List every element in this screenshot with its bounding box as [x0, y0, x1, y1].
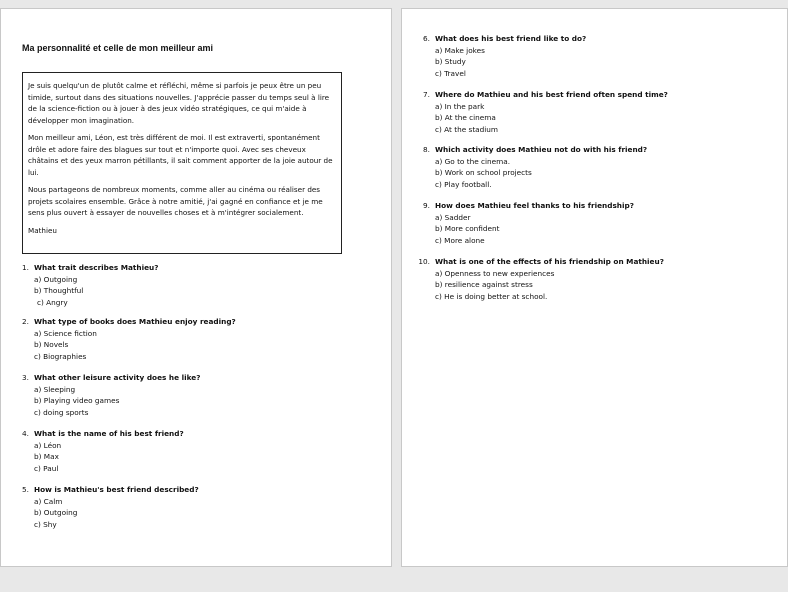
letter-signature: Mathieu	[28, 225, 57, 235]
question-8	[418, 144, 647, 190]
answer-option: b) More confident	[435, 224, 500, 233]
page-left	[0, 8, 392, 567]
answer-option: a) Make jokes	[435, 45, 485, 55]
answer-option: a) Go to the cinema.	[435, 156, 511, 166]
answer-option: b) Novels	[34, 340, 69, 349]
question-text: What other leisure activity does he like?	[34, 373, 201, 382]
answer-option: b) Work on school projects	[435, 168, 532, 177]
question-text: Where do Mathieu and his best friend often spend time?	[435, 90, 668, 99]
answer-option: a) Sadder	[435, 212, 471, 222]
question-4	[17, 428, 184, 474]
question-number: 1.	[22, 263, 29, 272]
answer-option: c) doing sports	[34, 407, 89, 417]
answer-option: c) He is doing better at school.	[435, 291, 548, 301]
answer-option: b) Outgoing	[34, 508, 78, 517]
answer-option: a) Sleeping	[34, 384, 76, 394]
question-text: What is one of the effects of his friendship on Mathieu?	[435, 257, 664, 266]
question-text: How is Mathieu's best friend described?	[34, 485, 199, 494]
question-text: What trait describes Mathieu?	[34, 263, 159, 272]
letter-paragraph: Nous partageons de nombreux moments, comme aller au cinéma ou réaliser des projets scolaires ensemble. Grâce à notre amitié, j'ai gagné en confiance et je me sens plus ouvert à essayer de nouvelles choses et à m'intégrer socialement.	[28, 185, 323, 217]
question-number: 10.	[418, 257, 430, 266]
answer-option: c) Play football.	[435, 179, 492, 189]
answer-option: c) At the stadium	[435, 124, 499, 134]
question-text: What is the name of his best friend?	[34, 429, 184, 438]
letter-paragraph: Mon meilleur ami, Léon, est très différent de moi. Il est extraverti, spontanément drôle et adore faire des blagues sur tout et n'importe quoi. Avec ses cheveux châtains et des yeux marron pétillants, il sait comment apporter de la joie autour de lui.	[28, 133, 333, 177]
question-number: 9.	[423, 201, 430, 210]
answer-option: a) Outgoing	[34, 274, 78, 284]
answer-option: c) Travel	[435, 68, 466, 78]
answer-option: a) In the park	[435, 101, 485, 111]
answer-option: a) Openness to new experiences	[435, 268, 555, 278]
question-text: How does Mathieu feel thanks to his friendship?	[435, 201, 634, 210]
answer-option: b) Max	[34, 452, 59, 461]
question-7	[418, 89, 668, 135]
answer-option: c) Angry	[37, 297, 68, 307]
question-3	[17, 372, 200, 418]
question-2	[17, 316, 236, 362]
answer-option: a) Calm	[34, 496, 63, 506]
answer-option: b) Thoughtful	[34, 286, 84, 295]
question-9	[418, 200, 634, 246]
question-number: 6.	[423, 34, 430, 43]
answer-option: b) At the cinema	[435, 113, 496, 122]
question-10	[418, 256, 664, 302]
answer-option: c) Biographies	[34, 351, 87, 361]
answer-option: b) resilience against stress	[435, 280, 533, 289]
question-number: 5.	[22, 485, 29, 494]
question-1	[17, 262, 158, 308]
question-number: 3.	[22, 373, 29, 382]
question-number: 8.	[423, 145, 430, 154]
question-text: Which activity does Mathieu not do with his friend?	[435, 145, 648, 154]
answer-option: c) More alone	[435, 235, 485, 245]
page-right	[401, 8, 788, 567]
answer-option: b) Playing video games	[34, 396, 120, 405]
answer-option: b) Study	[435, 57, 466, 66]
question-text: What does his best friend like to do?	[435, 34, 587, 43]
answer-option: a) Léon	[34, 440, 62, 450]
question-number: 2.	[22, 317, 29, 326]
question-6	[418, 33, 586, 79]
question-number: 4.	[22, 429, 29, 438]
answer-option: c) Shy	[34, 519, 57, 529]
letter-paragraph: Je suis quelqu'un de plutôt calme et réfléchi, même si parfois je peux être un peu timide, surtout dans des situations nouvelles. J'apprécie passer du temps seul à lire de la science-fiction ou à jouer à des jeux vidéo stratégiques, ce qui m'aide à développer mon imagination.	[28, 81, 330, 125]
question-5	[17, 484, 199, 530]
document-title: Ma personnalité et celle de mon meilleur ami	[22, 43, 214, 53]
answer-option: c) Paul	[34, 463, 59, 473]
answer-option: a) Science fiction	[34, 328, 97, 338]
question-text: What type of books does Mathieu enjoy reading?	[34, 317, 236, 326]
letter-box	[22, 72, 342, 254]
question-number: 7.	[423, 90, 430, 99]
